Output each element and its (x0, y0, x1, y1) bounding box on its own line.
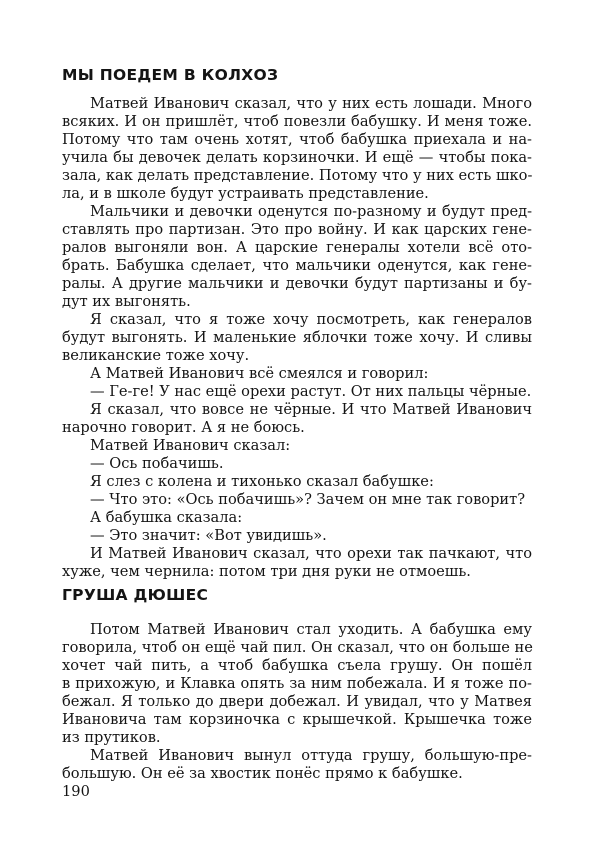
text-line: Я сказал, что я тоже хочу посмотреть, как генералов (90, 311, 532, 328)
text-line: всяких. И он пришлёт, чтоб повезли бабушку. И меня тоже. (62, 113, 532, 130)
text-line: Мальчики и девочки оденутся по-разному и будут пред- (90, 203, 532, 220)
text-line: ставлять про партизан. Это про войну. И как царских гене- (62, 221, 532, 238)
text-line: И Матвей Иванович сказал, что орехи так пачкают, что (90, 545, 532, 562)
text-line: Ивановича там корзиночка с крышечкой. Крышечка тоже (62, 711, 532, 728)
text-line: Матвей Иванович сказал, что у них есть лошади. Много (90, 95, 532, 112)
text-line: Я слез с колена и тихонько сказал бабушке: (90, 473, 434, 490)
text-line: великанские тоже хочу. (62, 347, 250, 364)
text-line: из прутиков. (62, 729, 161, 746)
text-line: Я сказал, что вовсе не чёрные. И что Матвей Иванович (90, 401, 532, 418)
text-line: ралов выгоняли вон. А царские генералы хотели всё ото- (62, 239, 532, 256)
text-line: А Матвей Иванович всё смеялся и говорил: (90, 365, 429, 382)
text-line: хуже, чем чернила: потом три дня руки не отмоешь. (62, 563, 471, 580)
text-line: Матвей Иванович сказал: (90, 437, 291, 454)
section-title: ГРУША ДЮШЕС (62, 586, 209, 604)
section-title: МЫ ПОЕДЕМ В КОЛХОЗ (62, 66, 279, 84)
text-line: — Это значит: «Вот увидишь». (90, 527, 327, 544)
page-number: 190 (62, 783, 90, 800)
text-line: — Что это: «Ось побачишь»? Зачем он мне так говорит? (90, 491, 526, 508)
text-line: хочет чай пить, а чтоб бабушка съела грушу. Он пошёл (62, 657, 532, 674)
text-line: Матвей Иванович вынул оттуда грушу, большую-пре- (90, 747, 532, 764)
text-line: в прихожую, и Клавка опять за ним побежала. И я тоже по- (62, 675, 532, 692)
text-line: дут их выгонять. (62, 293, 191, 310)
text-line: зала, как делать представление. Потому что у них есть шко- (62, 167, 533, 184)
text-line: учила бы девочек делать корзиночки. И ещё — чтобы пока- (62, 149, 532, 166)
text-line: ралы. А другие мальчики и девочки будут партизаны и бу- (62, 275, 532, 292)
text-line: ла, и в школе будут устраивать представление. (62, 185, 429, 202)
text-line: говорила, чтоб он ещё чай пил. Он сказал, что он больше не (62, 639, 533, 656)
text-line: А бабушка сказала: (90, 509, 243, 526)
text-line: — Ось побачишь. (90, 455, 224, 472)
text-line: Потому что там очень хотят, чтоб бабушка приехала и на- (62, 131, 532, 148)
text-line: будут выгонять. И маленькие яблочки тоже хочу. И сливы (62, 329, 532, 346)
text-line: Потом Матвей Иванович стал уходить. А бабушка ему (90, 621, 532, 638)
text-line: — Ге-ге! У нас ещё орехи растут. От них пальцы чёрные. (90, 383, 532, 400)
text-line: нарочно говорит. А я не боюсь. (62, 419, 305, 436)
text-line: бежал. Я только до двери добежал. И увидал, что у Матвея (62, 693, 532, 710)
text-line: большую. Он её за хвостик понёс прямо к бабушке. (62, 765, 463, 782)
text-line: брать. Бабушка сделает, что мальчики оденутся, как гене- (62, 257, 532, 274)
